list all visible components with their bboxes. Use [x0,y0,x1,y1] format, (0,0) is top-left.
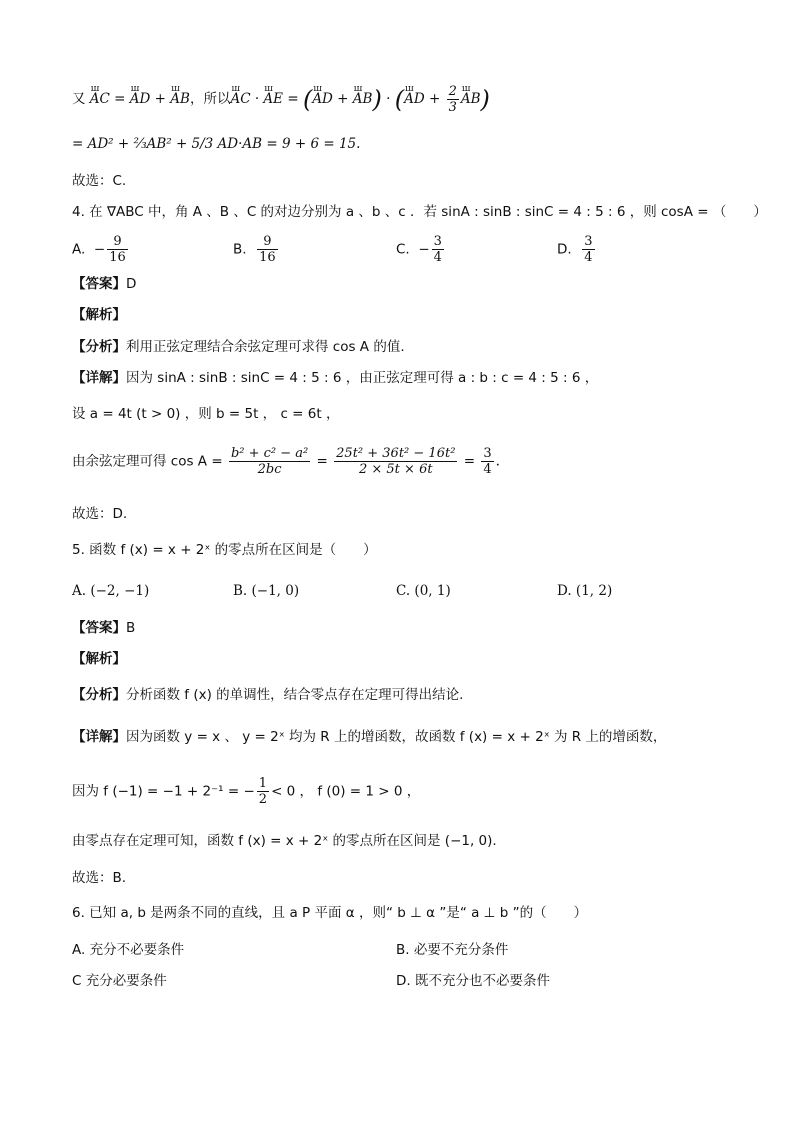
vector-formula-1: ꟺ AC = ꟺ AD + ꟺ AB [90,91,190,107]
fraction-1 [229,446,310,477]
answer-value: D [126,276,137,292]
q5-evaluation [72,776,420,807]
fenxi-tag: 【分析】 [72,687,126,703]
q5-zero-theorem: 由零点存在定理可知，函数 f (x) = x + 2ˣ 的零点所在区间是 (−1, 0). [72,833,497,849]
option-label: A. [72,241,86,258]
q5-detail [72,728,666,746]
fraction [582,234,594,265]
q5-stem: 5. 函数 f (x) = x + 2ˣ 的零点所在区间是（ ） [72,542,377,558]
fenxi-text: 分析函数 f (x) 的单调性，结合零点存在定理可得出结论. [126,687,464,703]
denominator: 4 [433,250,442,265]
fraction [257,234,278,265]
q6-option-d: D. 既不充分也不必要条件 [396,973,550,989]
text-prefix: 又 [72,91,86,107]
fenxi-tag: 【分析】 [72,339,126,355]
fraction [432,234,444,265]
conclusion-1: 故选：C. [72,173,127,189]
q5-option-d: D. (1, 2) [557,583,613,599]
numerator: 3 [433,234,442,249]
q4-detail [72,369,598,387]
fraction [257,776,269,807]
option-label: B. [233,241,247,258]
q5-analysis-tag: 【解析】 [72,651,126,667]
q6-option-b: B. 必要不充分条件 [396,942,509,958]
vector-equation-line-1 [72,84,490,115]
q5-option-c: C. (0, 1) [396,583,451,599]
numerator: 3 [483,446,492,461]
denominator: 4 [584,250,593,265]
numerator: b² + c² − a² [230,446,309,461]
numerator: 3 [584,234,593,249]
numerator: 1 [258,776,268,791]
detail-text: 因为 sinA : sinB : sinC = 4 : 5 : 6 ，由正弦定理可得 a : b : c = 4 : 5 : 6 ， [126,370,599,386]
q6-option-c: C 充分必要条件 [72,973,167,989]
q5-conclusion: 故选：B. [72,870,127,886]
q4-stem: 4. 在 ∇ABC 中，角 A 、B 、C 的对边分别为 a 、b 、c ．若 sinA : sinB : sinC = 4 : 5 : 6 ，则 cosA = （ ） [72,204,767,220]
q4-fenxi [72,338,405,356]
fraction-3 [481,446,493,477]
q4-option-c [396,234,446,265]
denominator: 2bc [257,462,282,477]
denominator: 4 [483,462,492,477]
sign: − [418,241,430,258]
numerator: 9 [257,234,278,250]
q4-cos-formula: 由余弦定理可得 cos A = $\frac{\text{b² + c² − a²}}{2bc}$ = $\frac{\text{25t² + 36t² − 16t²}}{2 \times 5t \times 6t}$ = $\frac{3}{4}$ . [72,446,500,477]
q5-fenxi [72,686,463,704]
vector-equation-line-2: = AD² + ⅔AB² + 5/3 AD·AB = 9 + 6 = 15. [72,136,361,152]
q4-answer [72,275,136,293]
fraction [107,234,128,265]
detail-tag: 【详解】 [72,370,126,386]
option-label: C. [396,241,410,258]
detail-text: 因为函数 y = x 、 y = 2ˣ 均为 R 上的增函数，故函数 f (x) = x + 2ˣ 为 R 上的增函数， [126,729,667,745]
q4-option-a [72,234,130,265]
q5-option-b: B. (−1, 0) [233,583,300,599]
fraction-2 [334,446,457,477]
q4-analysis-tag: 【解析】 [72,307,126,323]
text-mid: ，所以 [189,91,231,107]
detail-tag: 【详解】 [72,729,126,745]
q5-option-a: A. (−2, −1) [72,583,150,599]
answer-tag: 【答案】 [72,620,126,636]
denominator: 16 [109,250,126,265]
eval-prefix: 因为 f (−1) = −1 + 2⁻¹ = − [72,783,255,800]
fenxi-text: 利用正弦定理结合余弦定理可求得 cos A 的值. [126,339,405,355]
cos-prefix: 由余弦定理可得 cos A = [72,453,223,470]
q4-conclusion: 故选：D. [72,506,128,522]
answer-tag: 【答案】 [72,276,126,292]
denominator: 2 × 5t × 6t [358,462,433,477]
answer-value: B [126,620,136,636]
numerator: 25t² + 36t² − 16t² [336,446,456,461]
q6-stem: 6. 已知 a, b 是两条不同的直线，且 a P 平面 α ，则“ b ⊥ α ”是“ a ⊥ b ”的（ ） [72,905,588,921]
q6-option-a: A. 充分不必要条件 [72,942,185,958]
option-label: D. [557,241,572,258]
eval-suffix: < 0 ， f (0) = 1 > 0 ， [271,783,421,800]
vector-formula-2: ꟺ AC · ꟺ AE = (ꟺ AD + ꟺ AB) · (ꟺ AD + $\frac{2}{3}$ ꟺ AB) [230,91,489,107]
denominator: 2 [258,792,268,807]
sign: − [93,241,106,258]
q4-option-d [557,234,597,265]
numerator: 9 [107,234,128,250]
q4-option-b [233,234,280,265]
denominator: 16 [259,250,276,265]
q4-let: 设 a = 4t (t > 0) ，则 b = 5t ， c = 6t ， [72,406,340,422]
q5-answer [72,619,135,637]
